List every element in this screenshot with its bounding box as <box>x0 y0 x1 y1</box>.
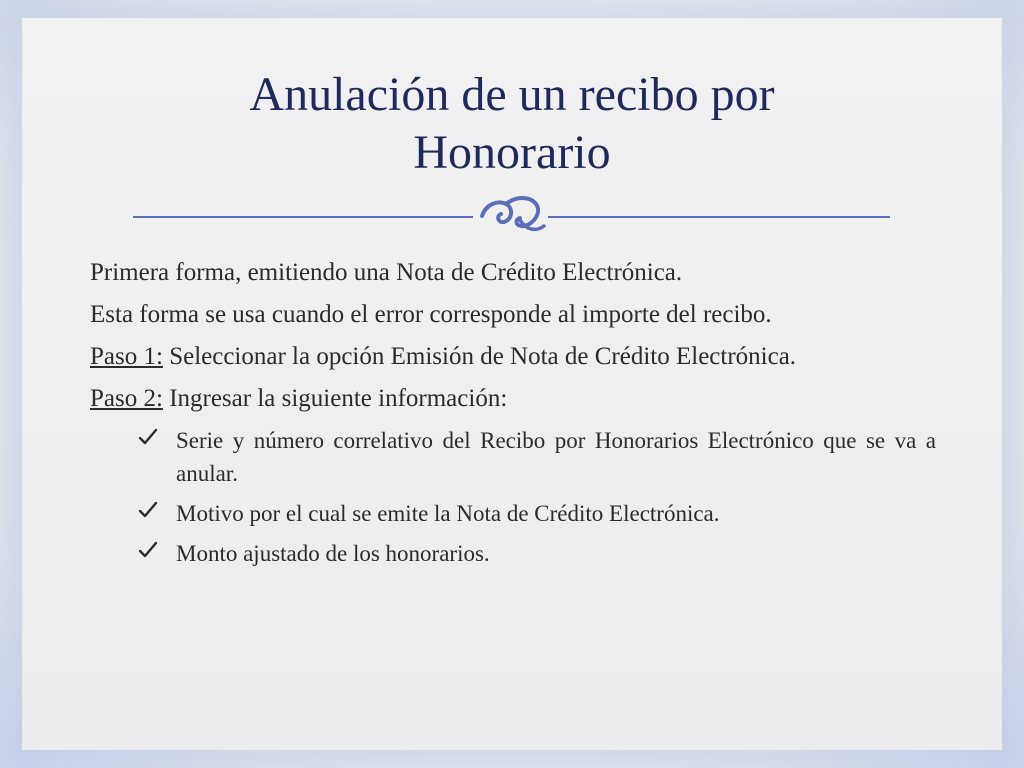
paragraph-step-1 <box>90 340 936 374</box>
list-item <box>138 497 936 530</box>
title-divider-right <box>548 216 890 218</box>
checklist <box>90 424 936 570</box>
list-item <box>138 537 936 570</box>
checkmark-icon <box>138 500 158 520</box>
flourish-icon <box>476 190 548 238</box>
paragraph-first-form: Primera forma, emitiendo una Nota de Crédito Electrónica. <box>90 259 683 286</box>
title-line-2: Honorario <box>413 126 611 179</box>
checklist-item-text: Serie y número correlativo del Recibo por Honorarios Electrónico que se va a anular. <box>176 428 936 486</box>
title-divider-left <box>133 216 473 218</box>
step-2-text: Ingresar la siguiente información: <box>162 385 508 412</box>
list-item <box>138 424 936 490</box>
step-1-label: Paso 1: <box>90 343 163 370</box>
step-2-label: Paso 2: <box>90 385 163 412</box>
paragraph-usage: Esta forma se usa cuando el error corresponde al importe del recibo. <box>90 301 772 328</box>
slide-title <box>120 66 904 182</box>
checkmark-icon <box>138 540 158 560</box>
checkmark-icon <box>138 427 158 447</box>
paragraph-step-2 <box>90 382 936 416</box>
step-1-text: Seleccionar la opción Emisión de Nota de Crédito Electrónica. <box>162 343 797 370</box>
checklist-item-text: Monto ajustado de los honorarios. <box>176 541 490 566</box>
slide-body <box>90 256 936 577</box>
title-line-1: Anulación de un recibo por <box>249 68 775 121</box>
checklist-item-text: Motivo por el cual se emite la Nota de Crédito Electrónica. <box>176 501 720 526</box>
